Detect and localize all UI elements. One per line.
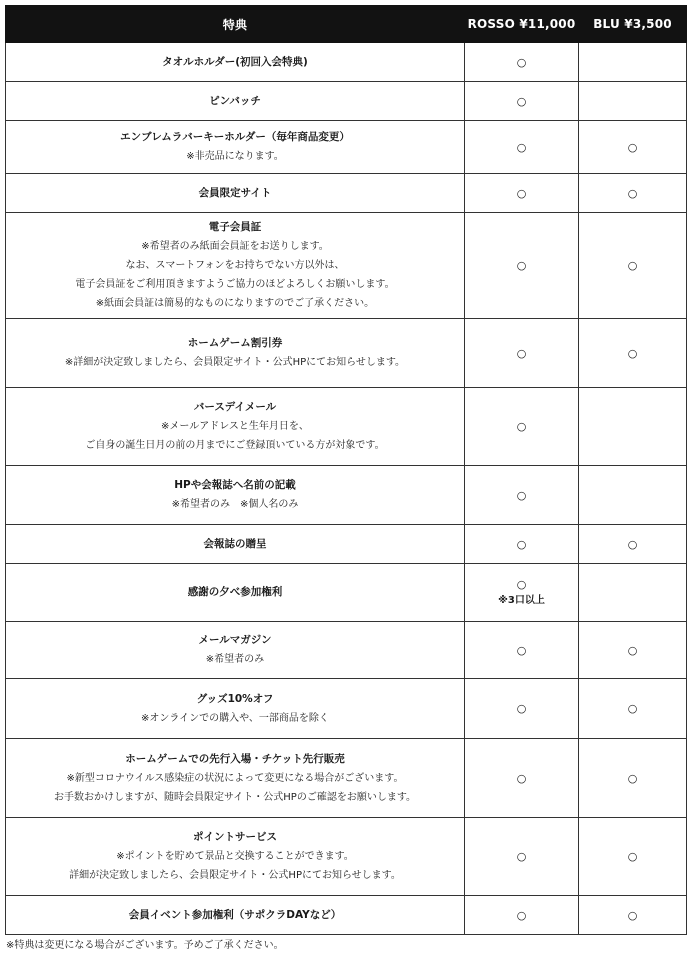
- benefit-name-cell: [6, 679, 465, 739]
- benefit-title: 会員イベント参加権利（サポクラDAYなど）: [128, 908, 342, 921]
- header-row: [6, 6, 687, 43]
- benefit-row: [6, 622, 687, 679]
- benefit-row: [6, 82, 687, 121]
- blu-availability-cell: [579, 174, 687, 213]
- benefit-row: [6, 319, 687, 388]
- blu-availability-cell: [579, 43, 687, 82]
- benefit-title: HPや会報誌へ名前の記載: [174, 479, 296, 491]
- blu-availability-cell: [579, 622, 687, 679]
- benefit-description: ※詳細が決定致しましたら、会員限定サイト・公式HPにてお知らせします。: [64, 357, 406, 368]
- benefit-title: エンブレムラバーキーホルダー（毎年商品変更）: [120, 131, 350, 143]
- blu-availability-cell: [579, 213, 687, 319]
- blu-availability-cell: [579, 388, 687, 466]
- benefit-title: タオルホルダー(初回入会特典): [162, 55, 308, 68]
- blu-included-mark: ○: [627, 850, 638, 863]
- rosso-included-mark: ○: [516, 55, 527, 69]
- blu-included-mark: ○: [627, 140, 638, 154]
- rosso-availability-cell: [465, 896, 579, 935]
- blu-included-mark: ○: [627, 537, 638, 551]
- rosso-availability-cell: [465, 622, 579, 679]
- benefit-row: [6, 213, 687, 319]
- benefit-name-cell: [6, 174, 465, 213]
- benefit-row: [6, 121, 687, 174]
- rosso-included-mark: ○: [516, 140, 527, 154]
- blu-availability-cell: [579, 466, 687, 525]
- rosso-included-mark: ○: [516, 94, 527, 108]
- benefit-description: ※メールアドレスと生年月日を、: [161, 421, 309, 432]
- benefit-name-cell: [6, 896, 465, 935]
- blu-included-mark: ○: [627, 702, 638, 715]
- blu-included-mark: ○: [627, 908, 638, 922]
- benefit-title: メールマガジン: [198, 634, 272, 646]
- header-benefit: 特典: [6, 6, 465, 43]
- benefit-row: [6, 739, 687, 818]
- rosso-availability-cell: [465, 466, 579, 525]
- rosso-availability-cell: [465, 679, 579, 739]
- rosso-availability-cell: [465, 121, 579, 174]
- benefit-name-cell: [6, 622, 465, 679]
- benefit-row: [6, 388, 687, 466]
- footnote: ※特典は変更になる場合がございます。予めご了承ください。: [6, 940, 284, 951]
- rosso-availability-cell: [465, 213, 579, 319]
- benefit-row: [6, 818, 687, 896]
- rosso-included-mark: ○: [516, 346, 527, 360]
- blu-availability-cell: [579, 896, 687, 935]
- benefit-row: [6, 43, 687, 82]
- blu-included-mark: ○: [627, 771, 638, 785]
- blu-availability-cell: [579, 818, 687, 896]
- rosso-availability-cell: [465, 319, 579, 388]
- benefit-name-cell: [6, 466, 465, 525]
- rosso-included-mark: ○: [516, 537, 527, 551]
- benefit-name-cell: [6, 739, 465, 818]
- header-blu-plan: BLU ¥3,500: [579, 6, 687, 43]
- blu-availability-cell: [579, 82, 687, 121]
- benefit-name-cell: [6, 564, 465, 622]
- benefit-name-cell: [6, 82, 465, 121]
- rosso-availability-cell: [465, 818, 579, 896]
- benefit-title: バースデイメール: [193, 401, 277, 413]
- rosso-included-mark: ○: [516, 186, 527, 200]
- rosso-included-mark: ○: [516, 488, 527, 502]
- rosso-included-mark: ○: [516, 420, 527, 433]
- benefit-description: ※希望者のみ紙面会員証をお送りします。: [141, 241, 329, 252]
- rosso-included-mark: ○: [516, 771, 527, 785]
- benefit-description: ※オンラインでの購入や、一部商品を除く: [141, 712, 329, 724]
- rosso-condition-note: ※3口以上: [498, 594, 545, 606]
- rosso-included-mark: ○: [516, 850, 527, 863]
- benefit-name-cell: [6, 818, 465, 896]
- benefits-table: [5, 5, 687, 935]
- rosso-included-mark: ○: [516, 702, 527, 715]
- benefit-description: ※ポイントを貯めて景品と交換することができます。: [116, 851, 354, 862]
- benefit-title: 感謝の夕べ参加権利: [187, 586, 283, 598]
- benefit-title: ピンバッチ: [209, 94, 261, 107]
- rosso-availability-cell: [465, 564, 579, 622]
- benefit-description: ご自身の誕生日月の前の月までにご登録頂いている方が対象です。: [85, 440, 385, 451]
- benefit-title: 会報誌の贈呈: [203, 537, 267, 550]
- rosso-availability-cell: [465, 174, 579, 213]
- blu-included-mark: ○: [627, 259, 638, 272]
- benefit-description: 電子会員証をご利用頂きますようご協力のほどよろしくお願いします。: [75, 279, 395, 290]
- blu-availability-cell: [579, 564, 687, 622]
- benefit-description: ※新型コロナウイルス感染症の状況によって変更になる場合がございます。: [66, 772, 404, 784]
- rosso-included-mark: ○: [516, 643, 527, 657]
- benefit-name-cell: [6, 525, 465, 564]
- benefit-rows: [6, 43, 687, 935]
- rosso-availability-cell: [465, 43, 579, 82]
- benefit-row: [6, 525, 687, 564]
- benefit-row: [6, 564, 687, 622]
- rosso-included-mark: ○: [516, 259, 527, 272]
- benefit-row: [6, 679, 687, 739]
- rosso-included-mark: ○: [516, 908, 527, 922]
- blu-included-mark: ○: [627, 643, 638, 657]
- benefit-description: ※紙面会員証は簡易的なものになりますのでご了承ください。: [95, 298, 375, 309]
- benefit-name-cell: [6, 43, 465, 82]
- benefit-title: 会員限定サイト: [198, 186, 272, 199]
- benefit-title: ホームゲームでの先行入場・チケット先行販売: [125, 752, 345, 765]
- benefit-description: ※希望者のみ ※個人名のみ: [171, 499, 299, 510]
- rosso-availability-cell: [465, 388, 579, 466]
- rosso-availability-cell: [465, 525, 579, 564]
- benefit-row: [6, 174, 687, 213]
- blu-availability-cell: [579, 121, 687, 174]
- benefit-name-cell: [6, 121, 465, 174]
- benefit-row: [6, 896, 687, 935]
- benefit-description: お手数おかけしますが、随時会員限定サイト・公式HPのご確認をお願いします。: [53, 791, 417, 803]
- header-rosso-plan: ROSSO ¥11,000: [465, 6, 579, 43]
- benefit-title: ホームゲーム割引券: [187, 337, 283, 349]
- blu-included-mark: ○: [627, 346, 638, 360]
- rosso-included-mark: ○: [516, 577, 527, 591]
- benefit-name-cell: [6, 213, 465, 319]
- rosso-availability-cell: [465, 739, 579, 818]
- benefit-title: ポイントサービス: [193, 831, 277, 843]
- benefit-description: ※希望者のみ: [205, 654, 265, 665]
- blu-availability-cell: [579, 319, 687, 388]
- benefit-description: ※非売品になります。: [186, 151, 284, 162]
- benefit-description: 詳細が決定致しましたら、会員限定サイト・公式HPにてお知らせします。: [69, 870, 401, 881]
- benefit-name-cell: [6, 388, 465, 466]
- blu-included-mark: ○: [627, 186, 638, 200]
- rosso-availability-cell: [465, 82, 579, 121]
- blu-availability-cell: [579, 679, 687, 739]
- benefit-title: グッズ10%オフ: [196, 692, 274, 705]
- benefit-description: なお、スマートフォンをお持ちでない方以外は、: [125, 260, 345, 271]
- blu-availability-cell: [579, 739, 687, 818]
- benefit-title: 電子会員証: [208, 221, 262, 233]
- benefit-name-cell: [6, 319, 465, 388]
- benefit-row: [6, 466, 687, 525]
- blu-availability-cell: [579, 525, 687, 564]
